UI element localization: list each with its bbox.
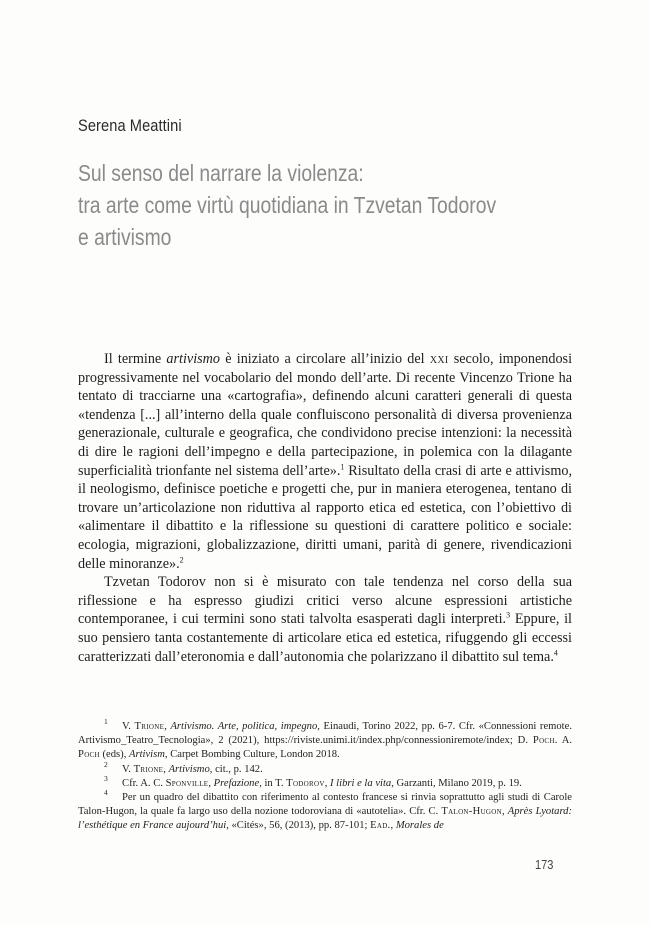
footnote-ref-2[interactable]: 2 (179, 554, 184, 564)
text-run: , (163, 763, 169, 775)
text-run: (eds), (99, 749, 129, 761)
text-run: , (324, 777, 330, 789)
text-run: , «Cités», 56, (2013), pp. 87-101; (226, 820, 371, 832)
author-smallcaps: Trione (133, 763, 164, 775)
author-smallcaps: Ead. (370, 820, 391, 832)
title-line-2: tra arte come virtù quotidiana in Tzvetan Todorov (78, 192, 497, 218)
book-title: Artivismo (168, 763, 210, 775)
footnote-ref-4[interactable]: 4 (553, 647, 558, 657)
text-run: è iniziato a circolare all’inizio del (220, 351, 430, 367)
book-title: Morales de (395, 820, 444, 832)
text-run: , (164, 721, 171, 732)
text-run: , cit., p. 142. (209, 763, 263, 775)
italic-term: artivismo (166, 351, 221, 367)
book-title: Artivismo. Arte, politica, impegno (170, 721, 318, 732)
footnote-2: 2 V. Trione, Artivismo, cit., p. 142. (104, 760, 263, 775)
book-title: Artivism (129, 749, 165, 761)
author-smallcaps: Talon-Hugon (441, 806, 502, 818)
text-run: , (390, 820, 396, 832)
text-run: Cfr. A. C. (122, 777, 166, 789)
author-smallcaps: Todorov (286, 777, 325, 789)
text-run: Per un quadro del dibattito con riferimento al contesto francese si rinvia soprattutto agli studi di Carole Talon-Hugon, la quale fa largo uso della nozione todoroviana di «autotelia». Cfr. C. (78, 792, 572, 818)
text-run: Il termine (104, 351, 167, 367)
text-run: , Einaudi, Torino 2022, pp. 6-7. Cfr. «Connessioni remote. Artivismo_Teatro_Tecnologia», 2 (2021), https://riviste.unimi.it/index.php/connessioniremote/index; D. (78, 721, 572, 747)
paragraph-2 (78, 573, 572, 666)
footnote-ref-1[interactable]: 1 (340, 461, 345, 471)
text-run: , (208, 777, 214, 789)
body-text (78, 350, 572, 666)
author-smallcaps: Trione (134, 721, 165, 732)
text-run: , Carpet Bombing Culture, London 2018. (164, 749, 340, 761)
footnote-ref-3[interactable]: 3 (506, 610, 511, 620)
author-smallcaps: Sponville (165, 777, 209, 789)
article-title: Après Lyotard: l’esthétique en France aujourd’hui (78, 806, 572, 832)
text-run: . A. (554, 735, 572, 747)
book-title: Prefazione (213, 777, 260, 789)
author-smallcaps: Poch (532, 735, 555, 747)
page-number: 173 (535, 857, 554, 872)
author-smallcaps: Poch (78, 749, 100, 761)
title-line-3: e artivismo (78, 224, 172, 250)
chapter-title (78, 157, 515, 253)
book-title: I libri e la vita (330, 777, 392, 789)
footnotes (78, 717, 572, 834)
footnote-4: 4 Per un quadro del dibattito con riferimento al contesto francese si rinvia soprattutto agli studi di Carole Talon-Hugon, la quale fa largo uso della nozione todoroviana di «autotelia». Cfr. C. Talon-Hugon, Après Lyotard: l’esthétique en France aujourd’hui, «Cités», 56, (2013), pp. 87-101; Ead., Morales de (78, 788, 572, 832)
text-run: , in T. (259, 777, 287, 789)
footnote-3: 3 Cfr. A. C. Sponville, Prefazione, in T. Todorov, I libri e la vita, Garzanti, Milano 2019, p. 19. (104, 774, 522, 789)
text-run: , Garzanti, Milano 2019, p. 19. (391, 777, 522, 789)
text-run: Risultato della crasi di arte e attivismo, il neologismo, definisce poetiche e progetti che, pur in maniera eterogenea, tentano di trovare un’articolazione non riduttiva al rapporto etica ed estetica, con l’obiettivo di «alimentare il dibattito e la riflessione su questioni di carattere politico e sociale: ecologia, migrazioni, globalizzazione, diritti umani, parità di genere, rivendicazioni delle minoranze». (78, 462, 572, 572)
paragraph-1 (78, 350, 572, 573)
century-numeral: xxi (429, 351, 449, 367)
text-run: Eppure, il suo pensiero tanta costantemente di articolare etica ed estetica, rifuggendo gli eccessi caratterizzati dall’eteronomia e dall’autonomia che polarizzano il dibattito sul tema. (78, 611, 573, 665)
footnote-1: 1 V. Trione, Artivismo. Arte, politica, impegno, Einaudi, Torino 2022, pp. 6-7. Cfr. «Connessioni remote. Artivismo_Teatro_Tecnologia», 2 (2021), https://riviste.unimi.it/index.php/connessioniremote/index; D. Poch. A. Poch (eds), Artivism, Carpet Bombing Culture, London 2018. (78, 717, 572, 761)
text-run: secolo, imponendosi progressivamente nel vocabolario del mondo dell’arte. Di recente Vincenzo Trione ha tentato di tracciarne una «cartografia», definendo alcuni caratteri generali di questa «tendenza [...] all’interno della quale confluiscono personalità di diversa provenienza generazionale, culturale e geografica, che condividono precise intenzioni: la necessità di dire le ragioni dell’impegno e della partecipazione, in polemica con la dilagante superficialità trionfante nel sistema dell’arte». (78, 351, 573, 479)
text-run: Tzvetan Todorov non si è misurato con tale tendenza nel corso della sua riflessione e ha espresso giudizi critici verso alcune espressioni artistiche contemporanee, i cui termini sono stati talvolta esasperati dagli interpreti. (78, 574, 572, 628)
text-run: V. (122, 721, 135, 732)
text-run: , (502, 806, 508, 818)
text-run: V. (122, 763, 134, 775)
title-line-1: Sul senso del narrare la violenza: (78, 160, 364, 186)
author-name: Serena Meattini (78, 116, 182, 135)
